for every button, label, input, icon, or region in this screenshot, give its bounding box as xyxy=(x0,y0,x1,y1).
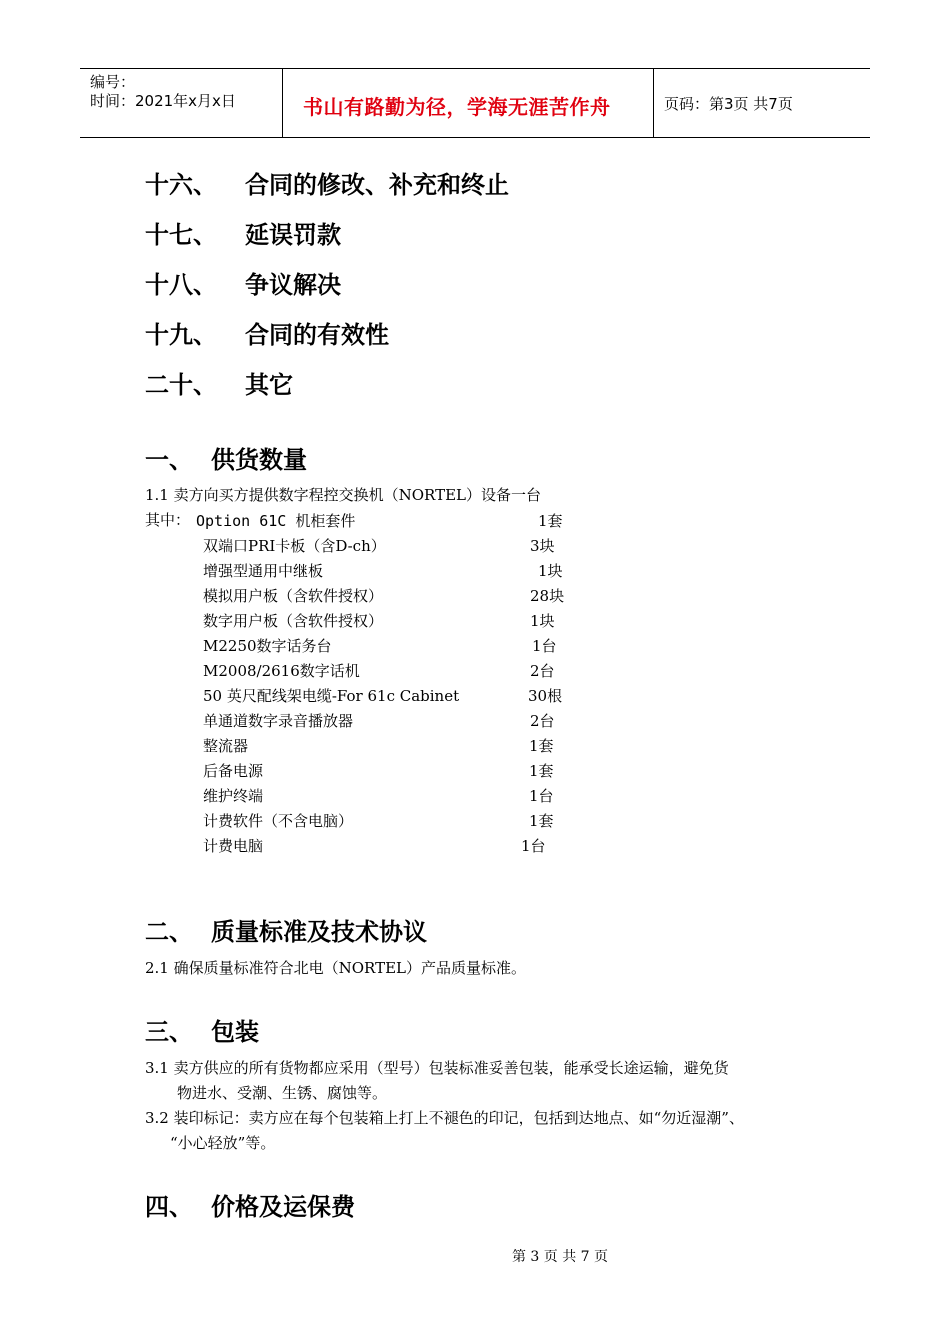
supply-item-qty: 1套 xyxy=(529,812,554,830)
section-number: 二、 xyxy=(145,918,193,946)
section-number: 四、 xyxy=(145,1193,193,1221)
supply-item-qty: 1套 xyxy=(529,737,554,755)
section-1-intro: 1.1 卖方向买方提供数字程控交换机（NORTEL）设备一台 xyxy=(145,486,541,504)
section-2-paragraph: 2.1 确保质量标准符合北电（NORTEL）产品质量标准。 xyxy=(145,959,526,977)
document-time-label: 时间：2021年x月x日 xyxy=(90,92,236,110)
header-meta-cell xyxy=(80,69,283,137)
toc-item-18 xyxy=(145,270,645,300)
toc-number: 十八、 xyxy=(145,271,217,299)
supply-item-name: 双端口PRI卡板（含D-ch） xyxy=(203,537,386,555)
supply-item-qty: 1块 xyxy=(530,612,555,630)
supply-item-name: 50 英尺配线架电缆-For 61c Cabinet xyxy=(203,687,460,705)
header-page-cell xyxy=(654,69,870,137)
page-header-table xyxy=(80,68,870,138)
page-footer xyxy=(0,1246,950,1266)
section-3-p2-line1: 3.2 装印标记：卖方应在每个包装箱上打上不褪色的印记，包括到达地点、如“勿近湿潮”、 xyxy=(145,1109,744,1127)
supply-item-qty: 2台 xyxy=(530,662,555,680)
document-number-label: 编号： xyxy=(90,73,136,91)
supply-item-qty: 30根 xyxy=(528,687,563,705)
section-4-heading xyxy=(145,1192,645,1222)
section-3-heading xyxy=(145,1017,645,1047)
supply-item-name: 单通道数字录音播放器 xyxy=(203,712,354,730)
supply-item-name: 计费软件（不含电脑） xyxy=(203,812,354,830)
supply-item-qty: 3块 xyxy=(530,537,555,555)
header-motto: 书山有路勤为径，学海无涯苦作舟 xyxy=(303,95,611,119)
header-page-info: 页码：第3页 共7页 xyxy=(664,95,793,113)
supply-item-qty: 28块 xyxy=(530,587,565,605)
header-motto-cell xyxy=(283,69,654,137)
supply-item-qty: 1套 xyxy=(529,762,554,780)
footer-page-number: 第 3 页 共 7 页 xyxy=(511,1249,609,1265)
section-number: 三、 xyxy=(145,1018,193,1046)
section-2-heading xyxy=(145,917,645,947)
supply-item-qty: 2台 xyxy=(530,712,555,730)
toc-title: 合同的修改、补充和终止 xyxy=(245,171,509,199)
supply-item-name: 整流器 xyxy=(203,737,249,755)
supply-item-name: Option 61C 机柜套件 xyxy=(196,512,356,530)
section-title: 价格及运保费 xyxy=(211,1193,355,1221)
toc-title: 合同的有效性 xyxy=(245,321,389,349)
section-number: 一、 xyxy=(145,446,193,474)
toc-item-16 xyxy=(145,170,645,200)
section-3-p1-line2: 物进水、受潮、生锈、腐蚀等。 xyxy=(177,1084,388,1102)
supply-item-name: 维护终端 xyxy=(203,787,264,805)
supply-item-name: M2008/2616数字话机 xyxy=(203,662,360,680)
toc-number: 二十、 xyxy=(145,371,217,399)
section-title: 供货数量 xyxy=(211,446,307,474)
section-3-p1-line1: 3.1 卖方供应的所有货物都应采用（型号）包装标准妥善包装，能承受长途运输，避免货 xyxy=(145,1059,729,1077)
supply-item-name: 计费电脑 xyxy=(203,837,264,855)
supply-item-name: 后备电源 xyxy=(203,762,264,780)
supply-item-name: 增强型通用中继板 xyxy=(203,562,324,580)
section-1-heading xyxy=(145,445,645,475)
supply-item-name: 数字用户板（含软件授权） xyxy=(203,612,384,630)
supply-item-qty: 1台 xyxy=(529,787,554,805)
toc-item-17 xyxy=(145,220,645,250)
section-3-p2-line2: “小心轻放”等。 xyxy=(170,1134,276,1152)
items-prefix: 其中： xyxy=(145,511,191,529)
toc-title: 延误罚款 xyxy=(245,221,341,249)
toc-number: 十九、 xyxy=(145,321,217,349)
toc-number: 十六、 xyxy=(145,171,217,199)
toc-number: 十七、 xyxy=(145,221,217,249)
section-title: 包装 xyxy=(211,1018,259,1046)
supply-item-qty: 1套 xyxy=(538,512,563,530)
toc-title: 争议解决 xyxy=(245,271,341,299)
supply-item-name: M2250数字话务台 xyxy=(203,637,332,655)
supply-item-qty: 1台 xyxy=(532,637,557,655)
section-title: 质量标准及技术协议 xyxy=(211,918,427,946)
supply-item-qty: 1块 xyxy=(538,562,563,580)
supply-item-name: 模拟用户板（含软件授权） xyxy=(203,587,384,605)
toc-item-19 xyxy=(145,320,645,350)
supply-item-qty: 1台 xyxy=(521,837,546,855)
toc-title: 其它 xyxy=(245,371,293,399)
toc-item-20 xyxy=(145,370,645,400)
